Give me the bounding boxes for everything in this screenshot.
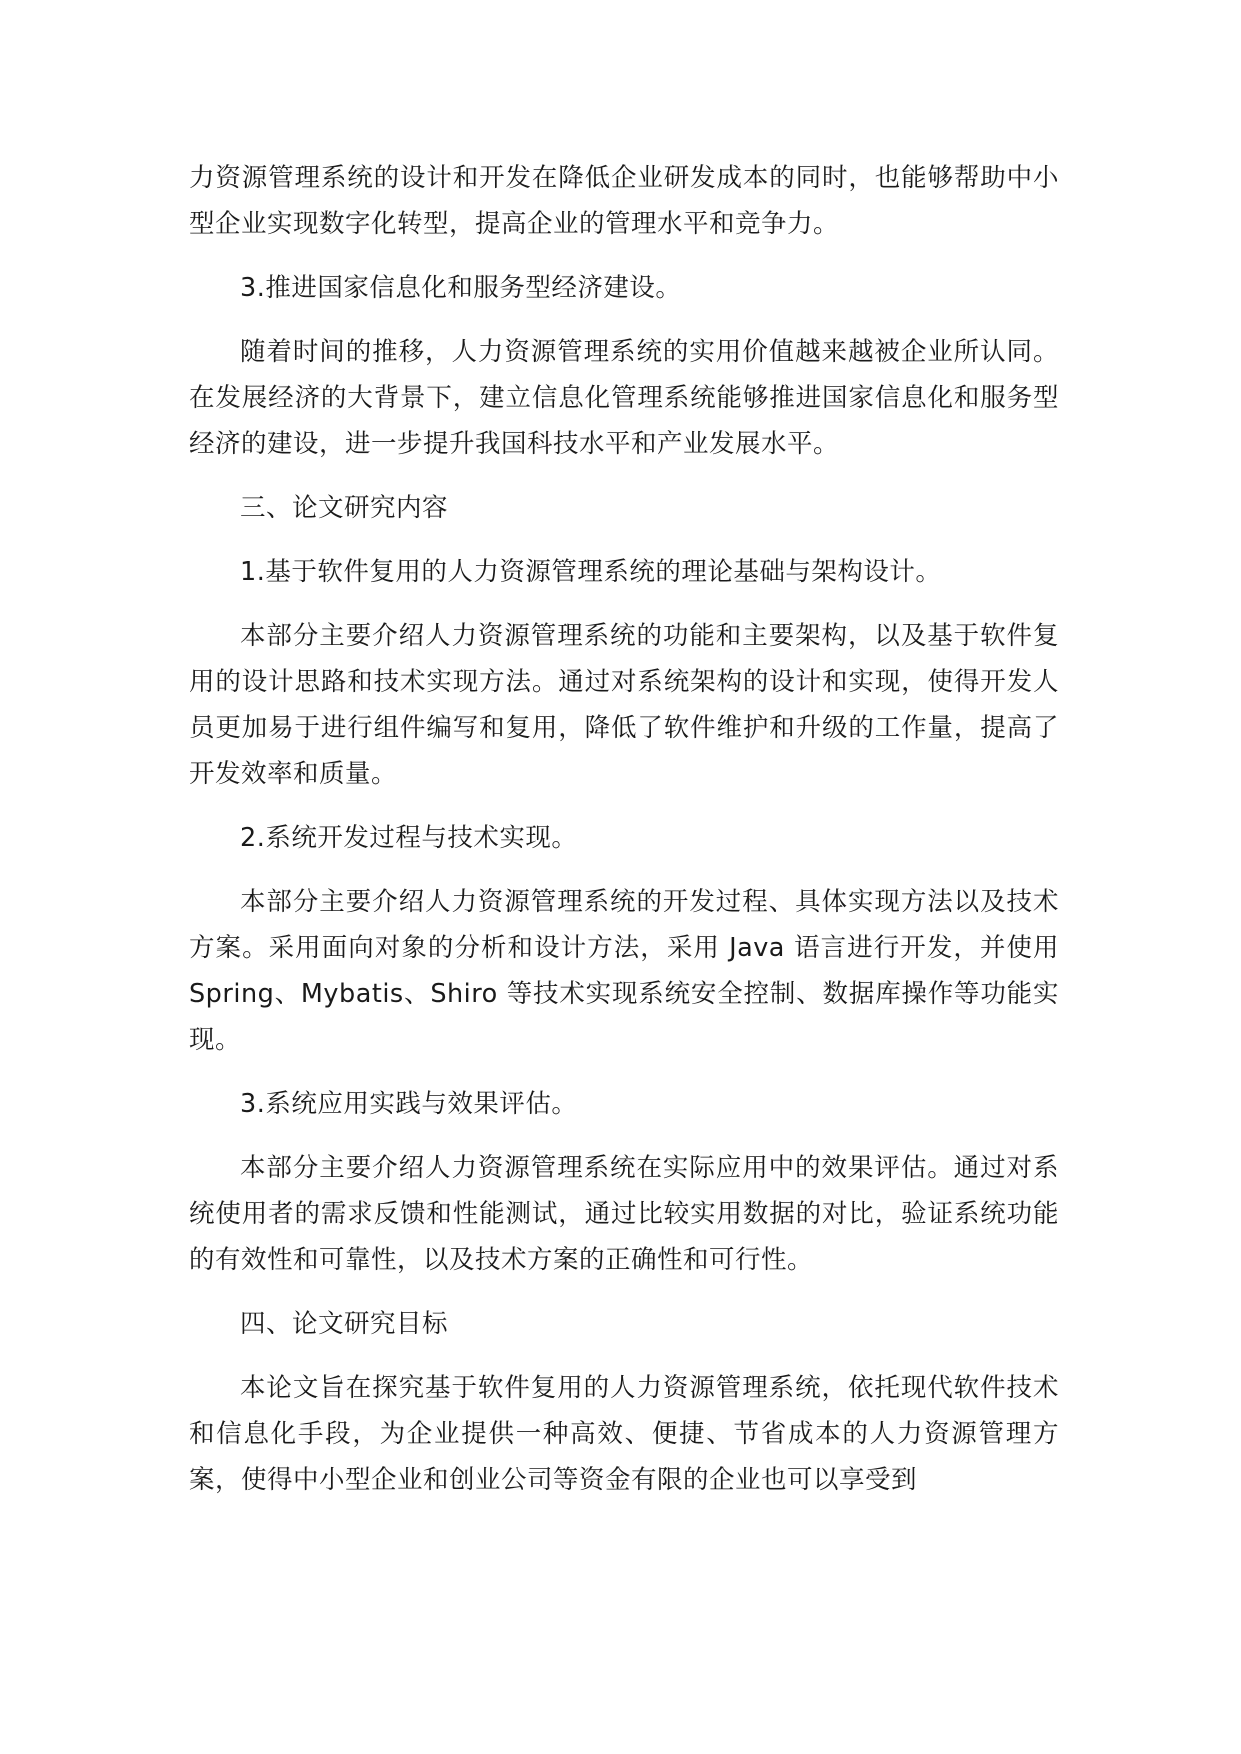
subheading-3-evaluation: 3.系统应用实践与效果评估。 (240, 1089, 578, 1119)
section-heading-research-content: 三、论文研究内容 (240, 493, 449, 523)
paragraph-informatization: 随着时间的推移，人力资源管理系统的实用价值越来越被企业所认同。在发展经济的大背景下，建立信息化管理系统能够推进国家信息化和服务型经济的建设，进一步提升我国科技水平和产业发展水平。 (189, 337, 1059, 459)
document-body (189, 155, 1059, 1521)
subheading-3-informatization: 3.推进国家信息化和服务型经济建设。 (240, 273, 682, 303)
subheading-2-development: 2.系统开发过程与技术实现。 (240, 823, 578, 853)
section-heading-research-goals: 四、论文研究目标 (240, 1309, 449, 1339)
paragraph-architecture: 本部分主要介绍人力资源管理系统的功能和主要架构，以及基于软件复用的设计思路和技术实现方法。通过对系统架构的设计和实现，使得开发人员更加易于进行组件编写和复用，降低了软件维护和升级的工作量，提高了开发效率和质量。 (189, 621, 1059, 789)
paragraph-continuation: 力资源管理系统的设计和开发在降低企业研发成本的同时，也能够帮助中小型企业实现数字化转型，提高企业的管理水平和竞争力。 (189, 163, 1059, 239)
subheading-1-architecture: 1.基于软件复用的人力资源管理系统的理论基础与架构设计。 (240, 557, 942, 587)
paragraph-evaluation: 本部分主要介绍人力资源管理系统在实际应用中的效果评估。通过对系统使用者的需求反馈和性能测试，通过比较实用数据的对比，验证系统功能的有效性和可靠性，以及技术方案的正确性和可行性。 (189, 1153, 1059, 1275)
paragraph-development: 本部分主要介绍人力资源管理系统的开发过程、具体实现方法以及技术方案。采用面向对象的分析和设计方法，采用 Java 语言进行开发，并使用 Spring、Mybatis、Shiro 等技术实现系统安全控制、数据库操作等功能实现。 (189, 887, 1059, 1055)
paragraph-research-goals: 本论文旨在探究基于软件复用的人力资源管理系统，依托现代软件技术和信息化手段，为企业提供一种高效、便捷、节省成本的人力资源管理方案，使得中小型企业和创业公司等资金有限的企业也可以享受到 (189, 1373, 1059, 1495)
